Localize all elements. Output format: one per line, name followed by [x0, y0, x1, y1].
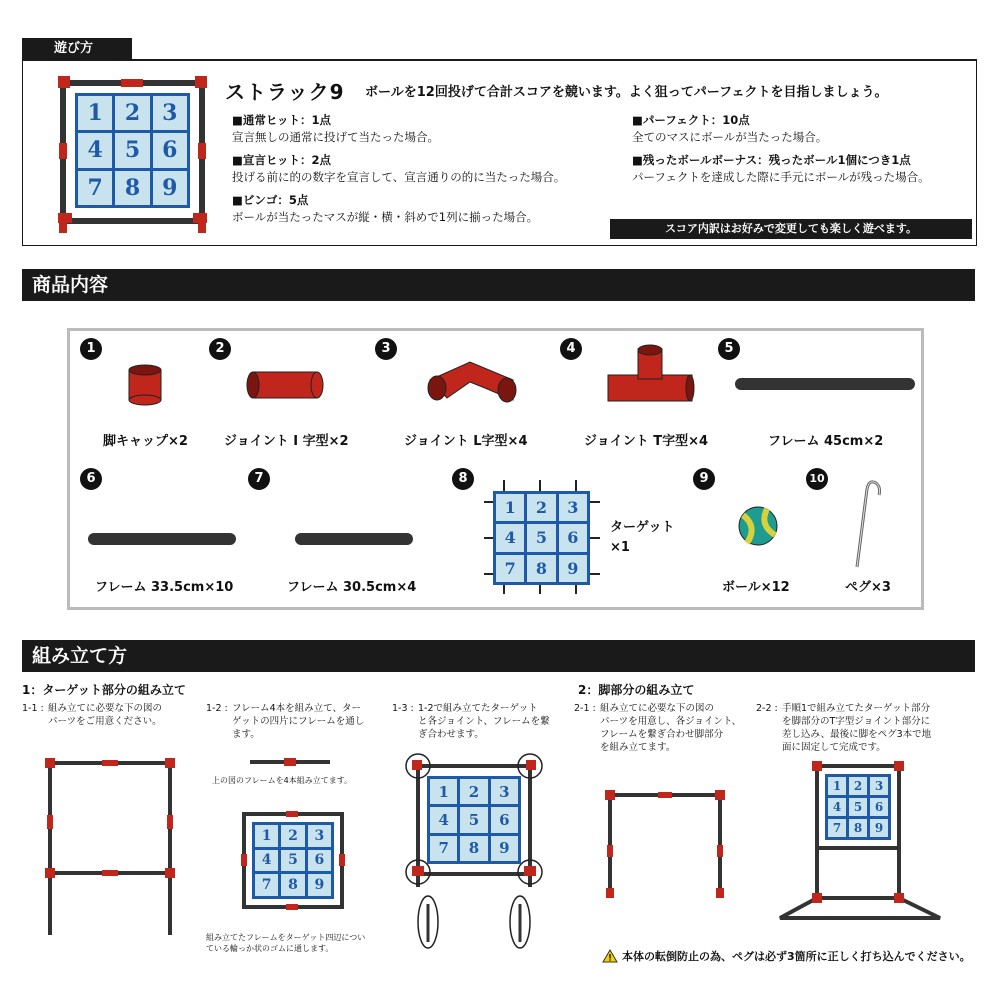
rule-head: ■残ったボールボーナス：残ったボール1個につき1点 [632, 153, 911, 167]
target-grid [252, 822, 334, 899]
part-label: ターゲット ×1 [610, 520, 675, 555]
frame-join-note: 上の図のフレームを4本組み立てます。 [212, 776, 353, 785]
grid-cell: 1 [828, 777, 846, 795]
rule-head: ■宣言ヒット：2点 [232, 153, 332, 167]
part-number: 6 [80, 468, 102, 490]
rule-head: ■パーフェクト：10点 [632, 113, 750, 127]
grid-cell: 5 [115, 133, 149, 167]
part-label: フレーム 30.5cm×4 [287, 580, 417, 595]
grid-cell: 5 [527, 524, 555, 551]
step-id: 1-1 : [22, 703, 44, 714]
grid-cell: 1 [430, 779, 457, 804]
part-label: フレーム 45cm×2 [768, 434, 884, 449]
target-sheet-icon [482, 478, 602, 596]
assembly-header: 組み立て方 [22, 640, 975, 672]
part-label: ジョイント L字型×4 [404, 434, 528, 449]
part-number: 7 [248, 468, 270, 490]
grid-cell: 5 [849, 798, 867, 816]
score-note: スコア内訳はお好みで変更しても楽しく遊べます。 [610, 219, 972, 239]
target-grid [75, 93, 190, 208]
part-number: 10 [806, 468, 828, 490]
warning-icon [602, 949, 618, 963]
joint-i-icon [245, 368, 325, 403]
step-id: 2-2 : [756, 703, 778, 714]
rule-head: ■ビンゴ：5点 [232, 193, 309, 207]
warning-text: 本体の転倒防止の為、ペグは必ず3箇所に正しく打ち込んでください。 [622, 950, 971, 963]
frame-45-icon [735, 378, 915, 390]
grid-cell: 2 [849, 777, 867, 795]
step-text: 手順1で組み立てたターゲット部分 を脚部分のT字型ジョイント部分に 差し込み、最後に脚をペグ3本で地 面に固定して完成です。 [782, 703, 932, 753]
frame-335-icon [88, 533, 236, 545]
step1-3-diagram [400, 752, 550, 952]
part-number: 2 [209, 338, 231, 360]
grid-cell: 6 [870, 798, 888, 816]
part1-title: 1：ターゲット部分の組み立て [22, 683, 186, 697]
step-text: フレーム4本を組み立て、ター ゲットの四片にフレームを通し ます。 [232, 703, 365, 740]
strike9-illustration [55, 73, 210, 233]
grid-cell: 5 [460, 807, 487, 832]
step-text: 組み立てに必要な下の図の パーツをご用意ください。 [48, 703, 163, 727]
grid-cell: 9 [491, 836, 518, 861]
step-id: 1-3 : [392, 703, 414, 714]
grid-cell: 7 [255, 874, 278, 896]
grid-cell: 6 [491, 807, 518, 832]
frame-305-icon [295, 533, 413, 545]
leg-cap-icon [125, 362, 165, 407]
part-label: 脚キャップ×2 [103, 434, 188, 449]
grid-cell: 8 [849, 819, 867, 837]
rules-header: 遊び方 [22, 38, 132, 60]
part-label: フレーム 33.5cm×10 [95, 580, 234, 595]
step2-1-diagram [590, 780, 740, 900]
ball-icon [737, 505, 779, 547]
grid-cell: 3 [153, 96, 187, 130]
grid-cell: 3 [491, 779, 518, 804]
part-label: ジョイント T字型×4 [584, 434, 709, 449]
rule-body: 投げる前に的の数字を宣言して、宣言通りの的に当たった場合。 [232, 170, 566, 184]
grid-cell: 1 [78, 96, 112, 130]
grid-cell: 8 [281, 874, 304, 896]
contents-header: 商品内容 [22, 269, 975, 301]
grid-cell: 4 [255, 850, 278, 872]
step-id: 1-2 : [206, 703, 228, 714]
step2-2-diagram [775, 758, 950, 936]
grid-cell: 2 [281, 825, 304, 847]
step1-2-diagram [238, 808, 348, 913]
part-number: 4 [560, 338, 582, 360]
grid-cell: 7 [78, 171, 112, 205]
rule-body: 宣言無しの通常に投げて当たった場合。 [232, 130, 439, 144]
step-text: 1-2で組み立てたターゲット と各ジョイント、フレームを繋 ぎ合わせます。 [418, 703, 550, 740]
rule-head: ■通常ヒット：1点 [232, 113, 332, 127]
part-number: 9 [693, 468, 715, 490]
grid-cell: 3 [308, 825, 331, 847]
rule-body: ボールが当たったマスが縦・横・斜めで1列に揃った場合。 [232, 210, 539, 224]
rubber-note: 組み立てたフレームをターゲット四辺につい ている輪っか状のゴムに通します。 [206, 933, 366, 953]
grid-cell: 6 [559, 524, 587, 551]
grid-cell: 2 [460, 779, 487, 804]
grid-cell: 9 [308, 874, 331, 896]
step1-1-diagram [30, 755, 190, 940]
grid-cell: 3 [870, 777, 888, 795]
part-label: ボール×12 [722, 580, 790, 595]
rules-left [232, 112, 612, 226]
grid-cell: 1 [255, 825, 278, 847]
part-label: ジョイント I 字型×2 [224, 434, 349, 449]
grid-cell: 1 [496, 494, 524, 521]
grid-cell: 6 [153, 133, 187, 167]
grid-cell: 6 [308, 850, 331, 872]
grid-cell: 4 [430, 807, 457, 832]
frame-join-diagram [240, 742, 340, 768]
target-grid [493, 491, 590, 585]
grid-cell: 3 [559, 494, 587, 521]
grid-cell: 7 [496, 555, 524, 582]
grid-cell: 7 [430, 836, 457, 861]
grid-cell: 8 [460, 836, 487, 861]
grid-cell: 5 [281, 850, 304, 872]
rules-right [632, 112, 977, 186]
joint-t-icon [605, 343, 695, 405]
part-number: 8 [452, 468, 474, 490]
joint-l-icon [425, 350, 520, 405]
grid-cell: 4 [78, 133, 112, 167]
part-number: 5 [718, 338, 740, 360]
part-number: 1 [80, 338, 102, 360]
step-id: 2-1 : [574, 703, 596, 714]
step-text: 組み立てに必要な下の図の パーツを用意し、各ジョイント、 フレームを繋ぎ合わせ脚部分 を組み立てます。 [600, 703, 742, 753]
grid-cell: 8 [527, 555, 555, 582]
grid-cell: 2 [115, 96, 149, 130]
grid-cell: 4 [496, 524, 524, 551]
rule-body: パーフェクトを達成した際に手元にボールが残った場合。 [632, 170, 930, 184]
peg-icon [845, 475, 885, 570]
grid-cell: 2 [527, 494, 555, 521]
part2-title: 2：脚部分の組み立て [578, 683, 695, 697]
grid-cell: 8 [115, 171, 149, 205]
warning-line [602, 948, 971, 964]
rule-body: 全てのマスにボールが当たった場合。 [632, 130, 828, 144]
part-label: ペグ×3 [845, 580, 891, 595]
grid-cell: 7 [828, 819, 846, 837]
target-grid [825, 774, 891, 840]
grid-cell: 9 [153, 171, 187, 205]
grid-cell: 4 [828, 798, 846, 816]
part-number: 3 [375, 338, 397, 360]
grid-cell: 9 [559, 555, 587, 582]
game-title: ストラック9 [225, 80, 345, 104]
target-grid [427, 776, 521, 864]
grid-cell: 9 [870, 819, 888, 837]
game-subtitle: ボールを12回投げて合計スコアを競います。よく狙ってパーフェクトを目指しましょう。 [365, 85, 888, 100]
